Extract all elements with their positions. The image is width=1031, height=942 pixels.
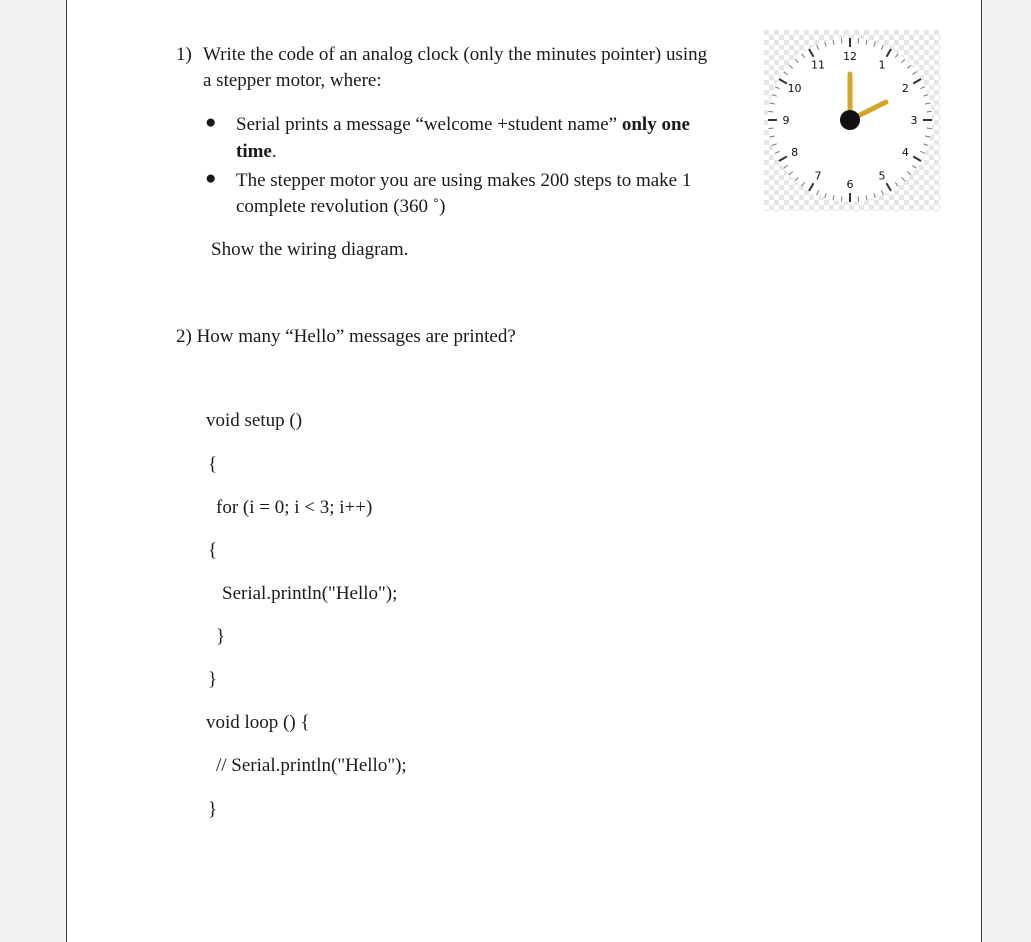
code-brace: { xyxy=(208,454,218,475)
q1-bullet1-line2 xyxy=(236,139,277,165)
q1-bullet1-bold-time: time xyxy=(236,141,272,162)
code-brace: } xyxy=(216,626,226,647)
code-brace: } xyxy=(208,799,218,820)
q1-number: 1) xyxy=(176,44,192,65)
clock-number: 3 xyxy=(910,114,918,127)
clock-number: 1 xyxy=(878,58,886,72)
clock-tick xyxy=(927,128,932,129)
q1-bullet1-bold: only one xyxy=(621,114,690,135)
bullet-dot: ● xyxy=(205,168,217,189)
clock-svg xyxy=(764,30,940,211)
clock-number: 9 xyxy=(782,114,790,127)
q1-line2: a stepper motor, where: xyxy=(203,70,382,91)
code-loop: void loop () { xyxy=(206,712,310,733)
q2-question: 2) How many “Hello” messages are printed? xyxy=(176,326,516,347)
q1-bullet1-text: Serial prints a message “welcome +student name” xyxy=(236,114,622,135)
clock-number: 10 xyxy=(787,82,802,95)
q1-bullet2-line1: The stepper motor you are using makes 200 steps to make 1 xyxy=(236,170,692,191)
clock-number: 2 xyxy=(901,82,909,95)
code-for: for (i = 0; i < 3; i++) xyxy=(216,497,373,518)
q1-wiring: Show the wiring diagram. xyxy=(211,239,409,260)
clock-tick xyxy=(768,128,773,129)
code-print: Serial.println("Hello"); xyxy=(222,583,398,604)
code-setup: void setup () xyxy=(206,410,303,431)
clock-number: 8 xyxy=(791,146,799,159)
q1-bullet2-line2: complete revolution (360 ˚) xyxy=(236,196,446,217)
clock-tick xyxy=(927,111,932,112)
clock-number: 5 xyxy=(878,169,886,183)
clock-number: 7 xyxy=(814,169,822,183)
clock-tick xyxy=(858,38,859,43)
clock-number: 6 xyxy=(846,178,854,191)
clock-tick xyxy=(841,38,842,43)
clock-tick xyxy=(841,197,842,202)
clock-center xyxy=(840,110,860,130)
clock-tick xyxy=(858,197,859,202)
clock-number: 4 xyxy=(901,146,909,159)
code-brace: } xyxy=(208,669,218,690)
q1-line1: Write the code of an analog clock (only the minutes pointer) using xyxy=(203,44,708,65)
clock-tick xyxy=(768,111,773,112)
code-comment: // Serial.println("Hello"); xyxy=(216,755,407,776)
q1-bullet1-line1 xyxy=(236,112,690,138)
clock-image xyxy=(764,30,940,211)
q1-bullet1-period: . xyxy=(271,141,277,162)
clock-number: 11 xyxy=(811,58,825,72)
clock-number: 12 xyxy=(843,50,857,63)
bullet-dot: ● xyxy=(205,112,217,133)
code-brace: { xyxy=(208,540,218,561)
